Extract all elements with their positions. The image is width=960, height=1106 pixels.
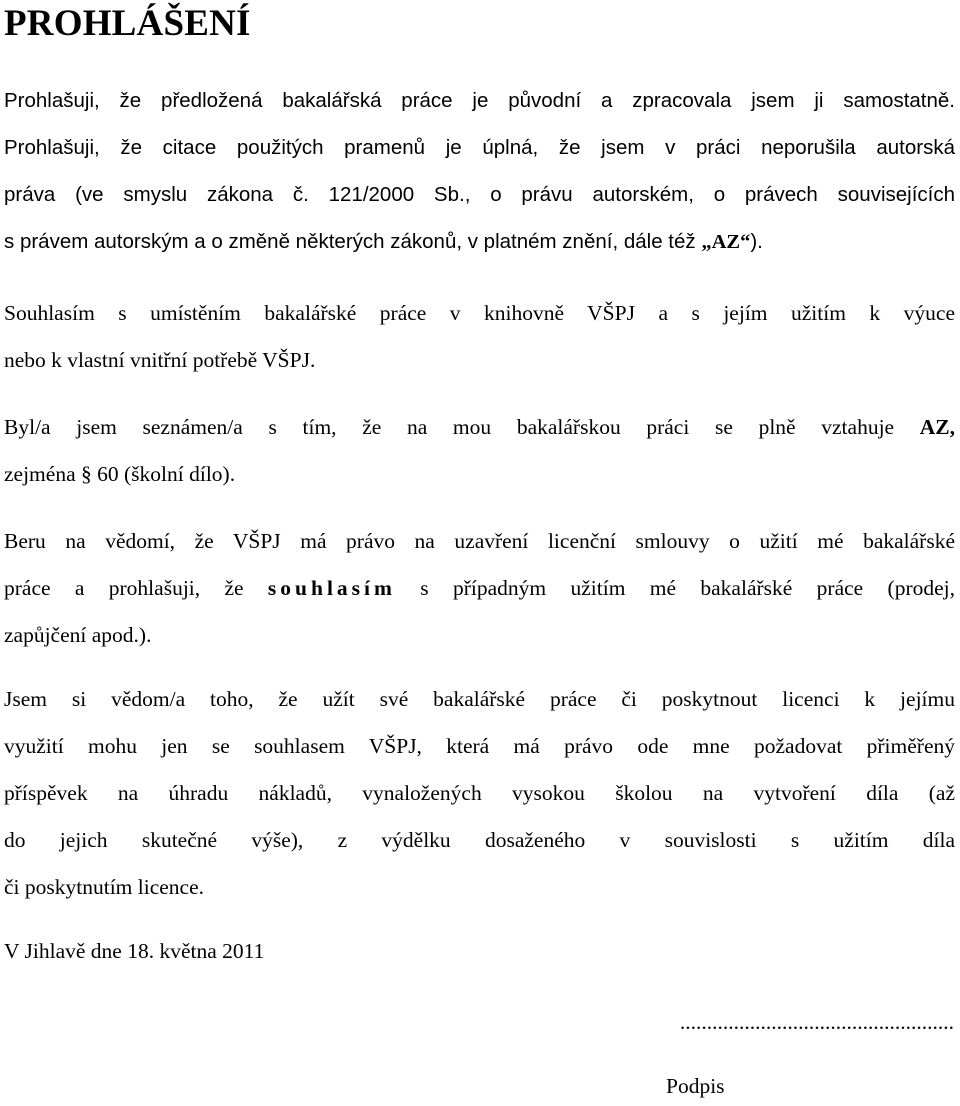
paragraph-line bbox=[4, 218, 955, 266]
paragraph-license-use bbox=[4, 676, 955, 911]
paragraph-line: nebo k vlastní vnitřní potřebě VŠPJ. bbox=[4, 348, 316, 372]
az-abbreviation: „AZ“ bbox=[701, 231, 751, 253]
text-fragment: Byl/a jsem seznámen/a s tím, že na mou bakalářskou práci se plně vztahuje bbox=[4, 415, 920, 439]
paragraph-line bbox=[4, 565, 955, 612]
signature-line: ................................................... bbox=[679, 1010, 954, 1034]
paragraph-originality bbox=[4, 77, 955, 266]
paragraph-line bbox=[4, 404, 955, 451]
text-fragment: práce a prohlašuji, že bbox=[4, 576, 268, 600]
paragraph-line: využití mohu jen se souhlasem VŠPJ, která má právo ode mne požadovat přiměřený bbox=[4, 734, 955, 758]
paragraph-line: do jejich skutečné výše), z výdělku dosaženého v souvislosti s užitím díla bbox=[4, 828, 955, 852]
text-fragment: s právem autorským a o změně některých zákonů, v platném znění, dále též bbox=[4, 230, 702, 253]
paragraph-line: Beru na vědomí, že VŠPJ má právo na uzavření licenční smlouvy o užití mé bakalářské bbox=[4, 529, 955, 553]
signature-label: Podpis bbox=[666, 1074, 725, 1098]
paragraph-line: Prohlašuji, že citace použitých pramenů je úplná, že jsem v práci neporušila autorská bbox=[4, 136, 955, 159]
consent-emphasis: souhlasím bbox=[267, 576, 396, 600]
paragraph-line: příspěvek na úhradu nákladů, vynaložených vysokou školou na vytvoření díla (až bbox=[4, 781, 955, 805]
text-fragment: s případným užitím mé bakalářské práce (prodej, bbox=[395, 576, 956, 600]
text-fragment: ). bbox=[750, 230, 763, 253]
paragraph-line: Prohlašuji, že předložená bakalářská práce je původní a zpracovala jsem ji samostatně. bbox=[4, 89, 955, 112]
paragraph-license-agreement bbox=[4, 518, 955, 659]
az-abbreviation: AZ, bbox=[919, 415, 955, 439]
place-date-line: V Jihlavě dne 18. května 2011 bbox=[4, 939, 265, 963]
paragraph-line: Souhlasím s umístěním bakalářské práce v knihovně VŠPJ a s jejím užitím k výuce bbox=[4, 301, 955, 325]
text-fragment: práva (ve smyslu zákona č. 121/2000 Sb. bbox=[4, 183, 465, 206]
paragraph-line: zejména § 60 (školní dílo). bbox=[4, 462, 236, 486]
text-fragment: , o právu autorském, o právech souvisejících bbox=[464, 183, 955, 206]
paragraph-line bbox=[4, 171, 955, 218]
paragraph-az-notice bbox=[4, 404, 955, 498]
page-title: PROHLÁŠENÍ bbox=[4, 3, 251, 44]
paragraph-line: či poskytnutím licence. bbox=[4, 875, 205, 899]
paragraph-consent-library bbox=[4, 290, 955, 384]
paragraph-line: Jsem si vědom/a toho, že užít své bakalářské práce či poskytnout licenci k jejímu bbox=[4, 687, 955, 711]
paragraph-line: zapůjčení apod.). bbox=[4, 623, 152, 647]
